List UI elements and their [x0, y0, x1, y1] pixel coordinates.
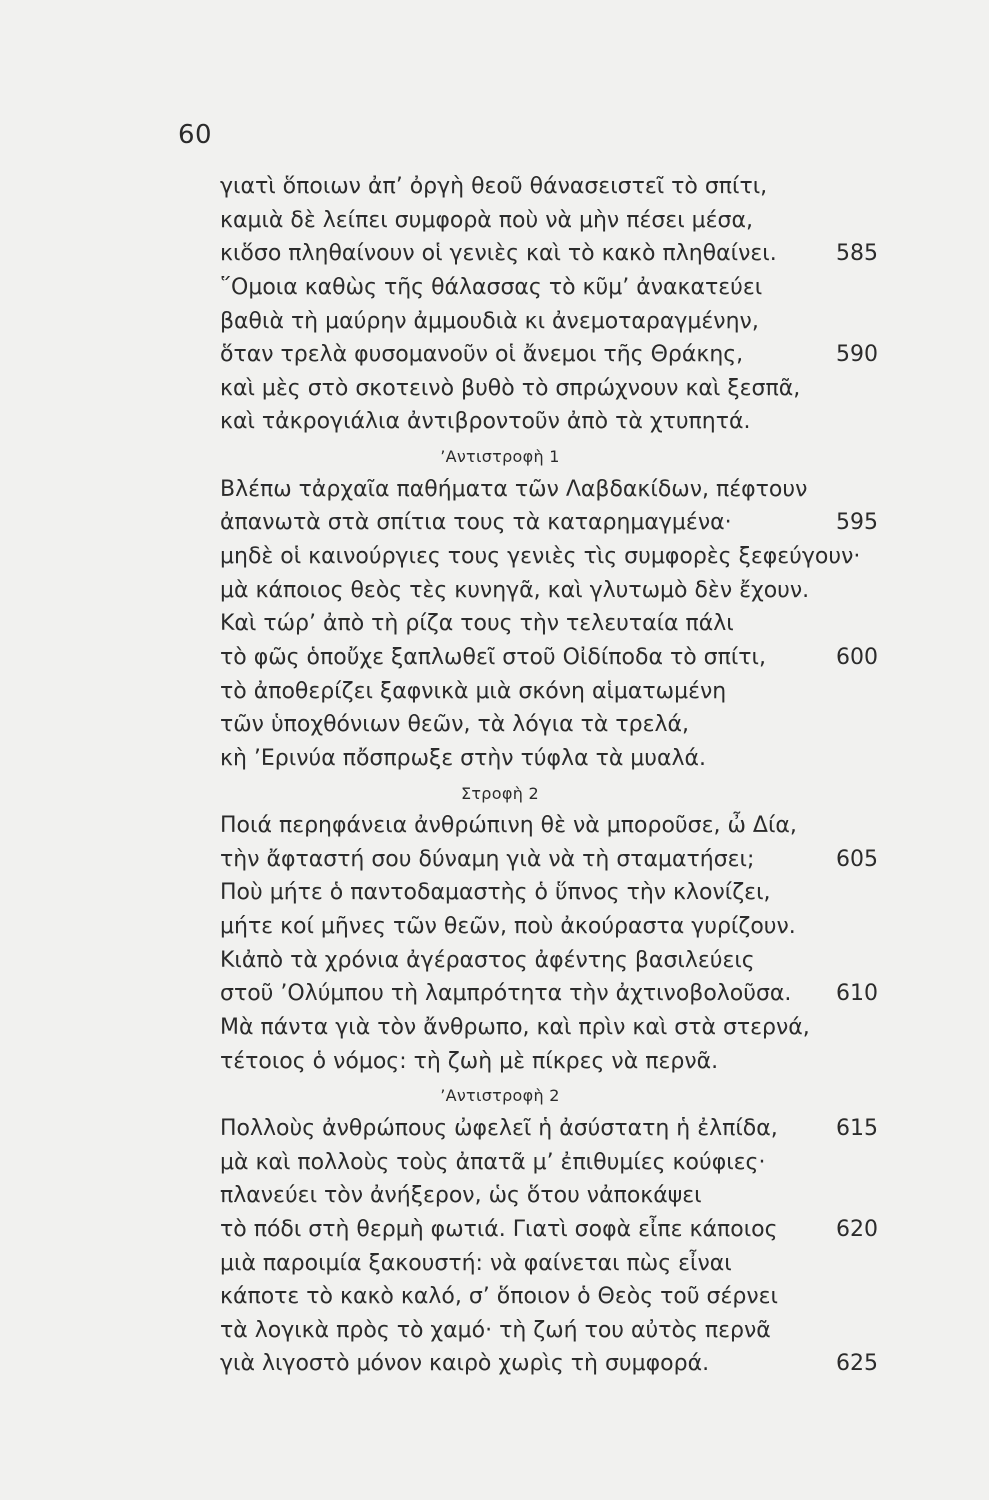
verse-line	[220, 977, 890, 1011]
line-number: 600	[836, 644, 878, 670]
verse-line	[220, 1112, 890, 1146]
verse-line	[220, 170, 890, 204]
verse-line	[220, 372, 890, 406]
verse-text: τὰ λογικὰ πρὸς τὸ χαμό· τὴ ζωή του αὐτὸς περνᾶ	[220, 1317, 771, 1343]
verse-text: ῞Ομοια καθὼς τῆς θάλασσας τὸ κῦμ’ ἀνακατεύει	[220, 274, 763, 300]
line-number: 615	[836, 1115, 878, 1141]
verse-text: τῶν ὑποχθόνιων θεῶν, τὰ λόγια τὰ τρελά,	[220, 712, 690, 738]
verse-text: τὴν ἄφταστή σου δύναμη γιὰ νὰ τὴ σταματήσει;	[220, 846, 755, 872]
verse-text: μηδὲ οἱ καινούργιες τους γενιὲς τὶς συμφορὲς ξεφεύγουν·	[220, 544, 861, 570]
line-number: 595	[836, 510, 878, 536]
verse-line	[220, 338, 890, 372]
verse-text: Βλέπω τἀρχαῖα παθήματα τῶν Λαβδακίδων, πέφτουν	[220, 476, 808, 502]
poem-text	[220, 170, 890, 1381]
verse-text: τὸ πόδι στὴ θερμὴ φωτιά. Γιατὶ σοφὰ εἶπε κάποιος	[220, 1216, 778, 1242]
verse-text: τέτοιος ὁ νόμος: τὴ ζωὴ μὲ πίκρες νὰ περνᾶ.	[220, 1048, 719, 1074]
verse-text: μήτε κοί μῆνες τῶν θεῶν, ποὺ ἀκούραστα γυρίζουν.	[220, 914, 796, 940]
verse-text: καμιὰ δὲ λείπει συμφορὰ ποὺ νὰ μὴν πέσει μέσα,	[220, 207, 753, 233]
verse-line	[220, 641, 890, 675]
verse-line	[220, 305, 890, 339]
line-number: 590	[836, 342, 878, 368]
verse-text: Ποιά περηφάνεια ἀνθρώπινη θὲ νὰ μποροῦσε, ὦ Δία,	[220, 813, 797, 839]
verse-line	[220, 910, 890, 944]
line-number: 625	[836, 1351, 878, 1377]
verse-line	[220, 506, 890, 540]
verse-text: μὰ κάποιος θεὸς τὲς κυνηγᾶ, καὶ γλυτωμὸ δὲν ἔχουν.	[220, 577, 810, 603]
section-heading: Στροφὴ 2	[460, 783, 540, 803]
verse-text: ὅταν τρελὰ φυσομανοῦν οἱ ἄνεμοι τῆς Θράκης,	[220, 342, 744, 368]
verse-text: Πολλοὺς ἀνθρώπους ὠφελεῖ ἡ ἀσύστατη ἡ ἐλπίδα,	[220, 1115, 778, 1141]
verse-text: κὴ ’Ερινύα πὄσπρωξε στὴν τύφλα τὰ μυαλά.	[220, 745, 707, 771]
verse-line	[220, 742, 890, 776]
verse-line	[220, 1280, 890, 1314]
verse-text: κιὅσο πληθαίνουν οἱ γενιὲς καὶ τὸ κακὸ πληθαίνει.	[220, 241, 777, 267]
verse-text: μιὰ παροιμία ξακουστή: νὰ φαίνεται πὼς εἶναι	[220, 1250, 732, 1276]
verse-line	[220, 1045, 890, 1079]
verse-line	[220, 1011, 890, 1045]
verse-line	[220, 271, 890, 305]
verse-line	[220, 1146, 890, 1180]
verse-line	[220, 809, 890, 843]
verse-text: Ποὺ μήτε ὁ παντοδαμαστὴς ὁ ὕπνος τὴν κλονίζει,	[220, 880, 771, 906]
line-number: 610	[836, 981, 878, 1007]
verse-text: στοῦ ’Ολύμπου τὴ λαμπρότητα τὴν ἀχτινοβολοῦσα.	[220, 981, 792, 1007]
verse-line	[220, 607, 890, 641]
verse-line	[220, 1347, 890, 1381]
verse-text: γιατὶ ὅποιων ἀπ’ ὀργὴ θεοῦ θάνασειστεῖ τὸ σπίτι,	[220, 174, 768, 199]
verse-text: γιὰ λιγοστὸ μόνον καιρὸ χωρὶς τὴ συμφορά.	[220, 1351, 710, 1377]
verse-text: βαθιὰ τὴ μαύρην ἀμμουδιὰ κι ἀνεμοταραγμένην,	[220, 308, 759, 334]
verse-line	[220, 574, 890, 608]
verse-line	[220, 944, 890, 978]
page-number: 60	[178, 120, 213, 150]
verse-line	[220, 675, 890, 709]
verse-line	[220, 204, 890, 238]
verse-text: καὶ τἀκρογιάλια ἀντιβροντοῦν ἀπὸ τὰ χτυπητά.	[220, 409, 751, 435]
verse-text: τὸ ἀποθερίζει ξαφνικὰ μιὰ σκόνη αἱματωμένη	[220, 678, 727, 704]
verse-text: Καὶ τώρ’ ἀπὸ τὴ ρίζα τους τὴν τελευταία πάλι	[220, 611, 734, 637]
verse-line	[220, 1314, 890, 1348]
line-number: 585	[836, 241, 878, 267]
verse-line	[220, 708, 890, 742]
verse-line	[220, 473, 890, 507]
verse-line	[220, 1247, 890, 1281]
verse-text: Κιἀπὸ τὰ χρόνια ἀγέραστος ἀφέντης βασιλεύεις	[220, 947, 755, 973]
verse-line	[220, 1213, 890, 1247]
verse-line	[220, 540, 890, 574]
verse-line	[220, 237, 890, 271]
verse-text: πλανεύει τὸν ἀνήξερον, ὡς ὅτου νἀποκάψει	[220, 1183, 702, 1209]
verse-text: τὸ φῶς ὁποὔχε ξαπλωθεῖ στοῦ Οἰδίποδα τὸ σπίτι,	[220, 644, 766, 670]
section-heading: ’Αντιστροφὴ 1	[440, 447, 560, 467]
verse-line	[220, 876, 890, 910]
line-number: 620	[836, 1216, 878, 1242]
verse-line	[220, 1179, 890, 1213]
verse-line	[220, 405, 890, 439]
verse-text: ἀπανωτὰ στὰ σπίτια τους τὰ καταρημαγμένα·	[220, 510, 732, 536]
line-number: 605	[836, 846, 878, 872]
verse-text: κάποτε τὸ κακὸ καλό, σ’ ὅποιον ὁ Θεὸς τοῦ σέρνει	[220, 1284, 778, 1310]
verse-line	[220, 843, 890, 877]
section-heading: ’Αντιστροφὴ 2	[440, 1086, 560, 1106]
verse-text: μὰ καὶ πολλοὺς τοὺς ἀπατᾶ μ’ ἐπιθυμίες κούφιες·	[220, 1149, 766, 1175]
verse-text: καὶ μὲς στὸ σκοτεινὸ βυθὸ τὸ σπρώχνουν καὶ ξεσπᾶ,	[220, 375, 801, 401]
verse-text: Μὰ πάντα γιὰ τὸν ἄνθρωπο, καὶ πρὶν καὶ στὰ στερνά,	[220, 1015, 810, 1041]
